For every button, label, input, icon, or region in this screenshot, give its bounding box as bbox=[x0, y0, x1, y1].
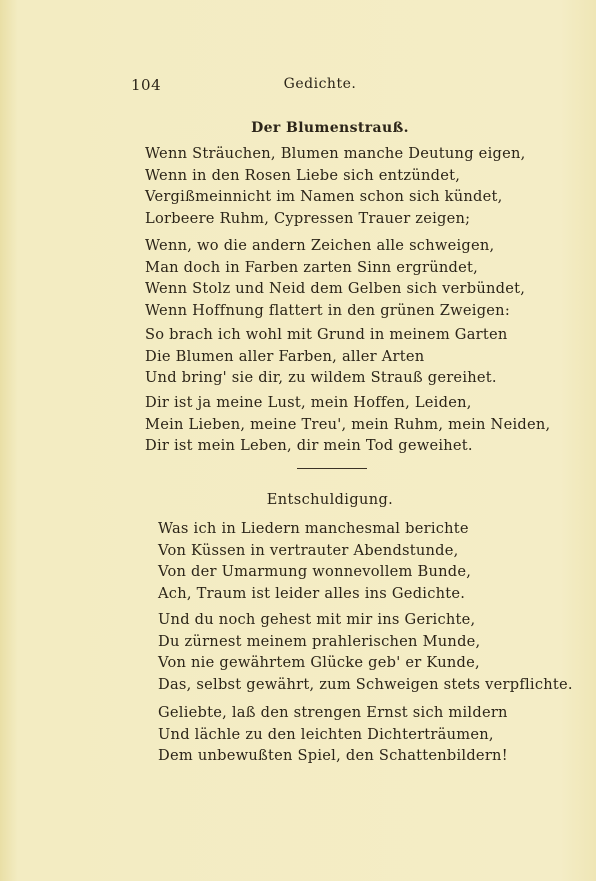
verse-line: So brach ich wohl mit Grund in meinem Garten bbox=[145, 326, 508, 343]
verse-line: Die Blumen aller Farben, aller Arten bbox=[145, 347, 425, 365]
verse-line: Und du noch gehest mit mir ins Gerichte, bbox=[158, 611, 476, 628]
verse-line: Wenn Sträuchen, Blumen manche Deutung eigen, bbox=[145, 145, 526, 162]
stanza bbox=[145, 235, 525, 321]
running-head: Gedichte. bbox=[283, 76, 357, 92]
stanza bbox=[158, 518, 471, 604]
verse-line: Du zürnest meinem prahlerischen Munde, bbox=[158, 632, 481, 650]
stanza bbox=[145, 392, 550, 457]
verse-line: Und lächle zu den leichten Dichterträumen, bbox=[158, 725, 494, 743]
stanza bbox=[145, 143, 526, 229]
stanza bbox=[145, 324, 508, 389]
verse-line: Wenn, wo die andern Zeichen alle schweigen, bbox=[145, 237, 495, 254]
section-divider bbox=[297, 468, 367, 469]
stanza bbox=[158, 609, 573, 695]
verse-line: Lorbeere Ruhm, Cypressen Trauer zeigen; bbox=[145, 209, 471, 227]
verse-line: Dir ist mein Leben, dir mein Tod geweihet. bbox=[145, 437, 473, 454]
stanza bbox=[158, 702, 508, 767]
verse-line: Dir ist ja meine Lust, mein Hoffen, Leiden, bbox=[145, 394, 472, 411]
page-header bbox=[0, 76, 596, 96]
verse-line: Wenn in den Rosen Liebe sich entzündet, bbox=[145, 166, 461, 184]
verse-line: Das, selbst gewährt, zum Schweigen stets verpflichte. bbox=[158, 675, 573, 693]
verse-line: Was ich in Liedern manchesmal berichte bbox=[158, 520, 469, 537]
verse-line: Und bring' sie dir, zu wildem Strauß gereihet. bbox=[145, 369, 497, 386]
verse-line: Ach, Traum ist leider alles ins Gedichte. bbox=[158, 584, 466, 602]
poem-title: Entschuldigung. bbox=[266, 492, 394, 508]
verse-line: Vergißmeinnicht im Namen schon sich kündet, bbox=[145, 188, 503, 205]
page-number: 104 bbox=[131, 76, 162, 94]
verse-line: Man doch in Farben zarten Sinn ergründet, bbox=[145, 258, 479, 276]
verse-line: Von der Umarmung wonnevollem Bunde, bbox=[158, 563, 472, 580]
verse-line: Dem unbewußten Spiel, den Schattenbildern! bbox=[158, 747, 508, 764]
verse-line: Mein Lieben, meine Treu', mein Ruhm, mein Neiden, bbox=[145, 415, 551, 433]
poem-title: Der Blumenstrauß. bbox=[251, 120, 409, 136]
verse-line: Von nie gewährtem Glücke geb' er Kunde, bbox=[158, 654, 480, 671]
verse-line: Von Küssen in vertrauter Abendstunde, bbox=[158, 541, 459, 559]
verse-line: Wenn Hoffnung flattert in den grünen Zweigen: bbox=[145, 301, 510, 319]
verse-line: Geliebte, laß den strengen Ernst sich mildern bbox=[158, 704, 508, 721]
verse-line: Wenn Stolz und Neid dem Gelben sich verbündet, bbox=[145, 280, 526, 297]
